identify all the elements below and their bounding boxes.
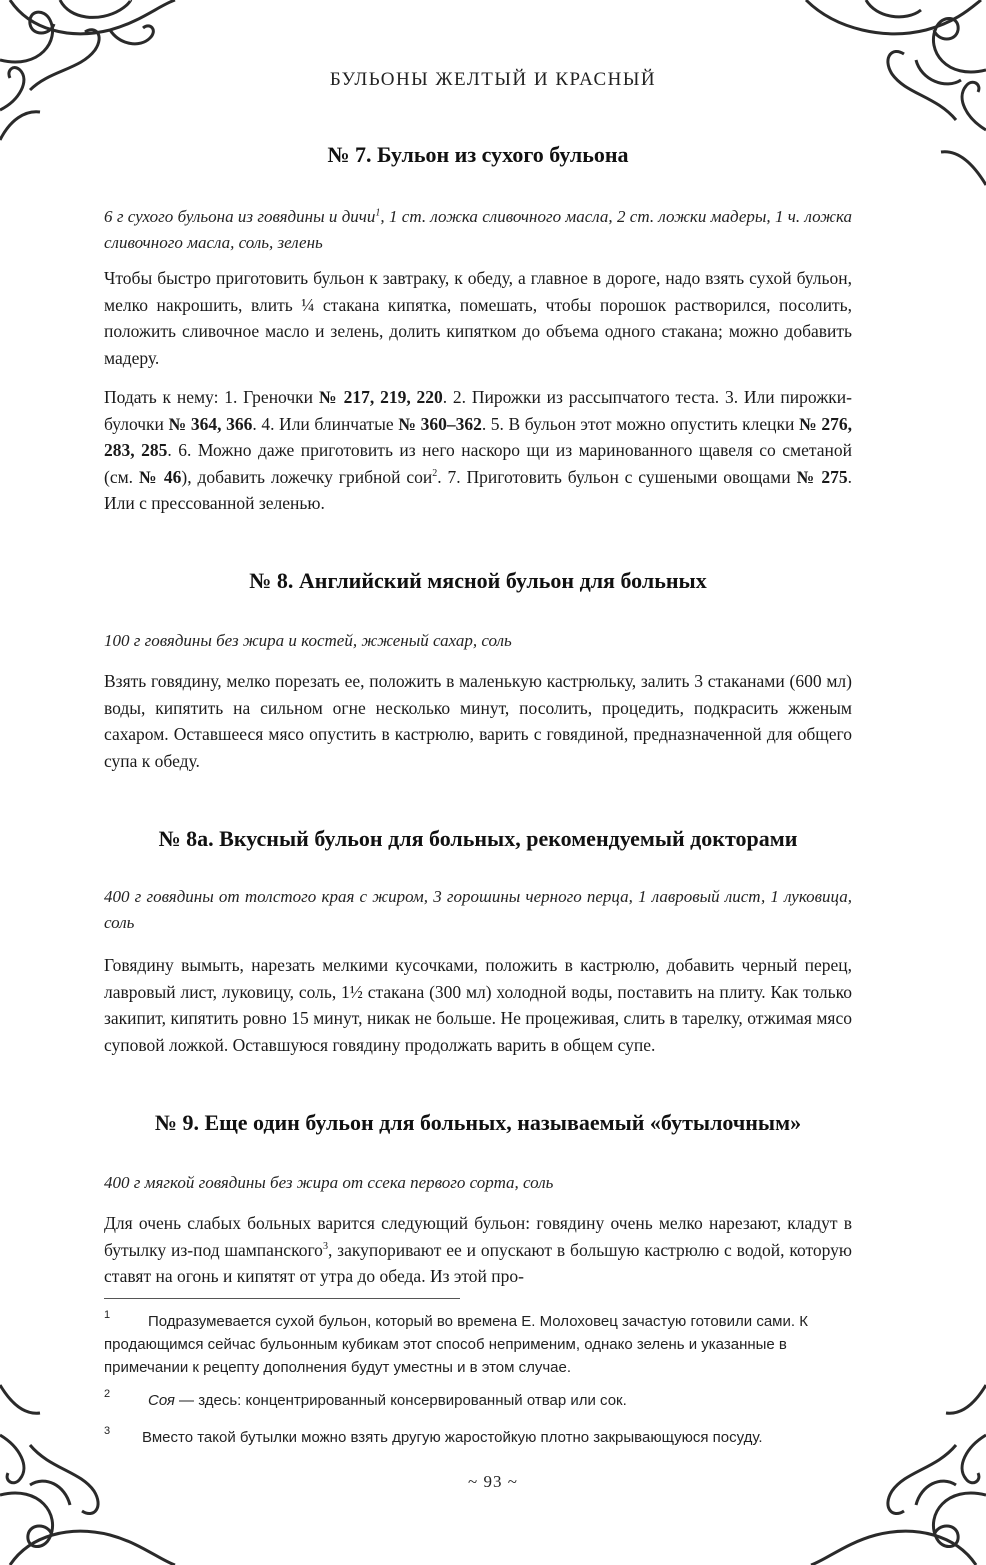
footnote-divider xyxy=(104,1298,460,1299)
recipe-text-7: Чтобы быстро приготовить бульон к завтраку, к обеду, а главное в дороге, надо взять сухой бульон, мелко накрошить, влить ¼ стакана кипятка, помешать, чтобы порошок растворился, посолить, положить сливочное масло и зелень, долить кипятком до объема одного стакана; можно добавить мадеру. xyxy=(104,268,852,368)
recipe-title-8a: № 8а. Вкусный бульон для больных, рекомендуемый докторами xyxy=(158,826,798,851)
recipe-ingredients-8: 100 г говядины без жира и костей, жженый сахар, соль xyxy=(104,631,512,650)
recipe-ingredients-9: 400 г мягкой говядины без жира от ссека первого сорта, соль xyxy=(104,1173,554,1192)
footnote-number: 1 xyxy=(104,1309,111,1321)
recipe-text-8a: Говядину вымыть, нарезать мелкими кусочками, положить в кастрюлю, добавить черный перец, лавровый лист, луковицу, соль, 1½ стакана (300 мл) холодной воды, поставить на плиту. Как только закипит, кипятить ровно 15 минут, никак не больше. Не процеживая, слить в тарелку, отжимая мясо суповой ложкой. Оставшуюся говядину продолжать варить в общем супе. xyxy=(104,955,852,1055)
footnote-number: 3 xyxy=(104,1425,111,1437)
running-head: БУЛЬОНЫ ЖЕЛТЫЙ И КРАСНЫЙ xyxy=(329,69,657,90)
recipe-title-7: № 7. Бульон из сухого бульона xyxy=(327,142,629,167)
recipe-title-8: № 8. Английский мясной бульон для больных xyxy=(249,568,707,593)
recipe-text-9: Для очень слабых больных варится следующий бульон: говядину очень мелко нарезают, кладут в бутылку из-под шампанского$^3$, закупоривают ее и опускают в большую кастрюлю с водой, которую ставят на огонь и кипятят от утра до обеда. Из этой про- xyxy=(104,1213,852,1286)
footnote-1 xyxy=(104,1310,852,1379)
recipe-title-9: № 9. Еще один бульон для больных, называемый «бутылочным» xyxy=(154,1110,802,1135)
footnote-term: Соя xyxy=(148,1392,175,1409)
footnote-2 xyxy=(104,1389,852,1412)
recipe-ingredients-7: 6 г сухого бульона из говядины и дичи$^1$, 1 ст. ложка сливочного масла, 2 ст. ложки мадеры, 1 ч. ложка сливочного масла, соль, зелень xyxy=(104,207,852,252)
footnote-number: 2 xyxy=(104,1388,111,1400)
recipe-text-8: Взять говядину, мелко порезать ее, положить в маленькую кастрюльку, залить 3 стаканами (600 мл) воды, кипятить на сильном огне несколько минут, посолить, процедить, подкрасить жженым сахаром. Оставшееся мясо опустить в кастрюлю, варить с говядиной, предназначенной для общего супа к обеду. xyxy=(104,671,852,771)
recipe-serving-7: Подать к нему: 1. Греночки № 217, 219, 220. 2. Пирожки из рассыпчатого теста. 3. Или пирожки-булочки № 364, 366. 4. Или блинчатые № 360–362. 5. В бульон этот можно опустить клецки № 276, 283, 285. 6. Можно даже приготовить из него наскоро щи из маринованного щавеля со сметаной (см. № 46), добавить ложечку грибной сои$^2$. 7. Приготовить бульон с сушеными овощами № 275. Или с прессованной зеленью. xyxy=(104,387,853,513)
footnote-text: Подразумевается сухой бульон, который во времена Е. Молоховец зачастую готовили сами. К продающимся сейчас бульонным кубикам этот способ неприменим, однако зелень и указанные в примечании к рецепту дополнения будут уместны и в этом случае. xyxy=(104,1313,808,1376)
footnote-text: — здесь: концентрированный консервированный отвар или сок. xyxy=(174,1392,627,1409)
footnote-text: Вместо такой бутылки можно взять другую жаростойкую плотно закрывающуюся посуду. xyxy=(142,1429,763,1446)
footnote-3 xyxy=(104,1426,852,1449)
page-number: ~ 93 ~ xyxy=(468,1472,518,1491)
recipe-ingredients-8a: 400 г говядины от толстого края с жиром, 3 горошины черного перца, 1 лавровый лист, 1 луковица, соль xyxy=(104,887,852,932)
